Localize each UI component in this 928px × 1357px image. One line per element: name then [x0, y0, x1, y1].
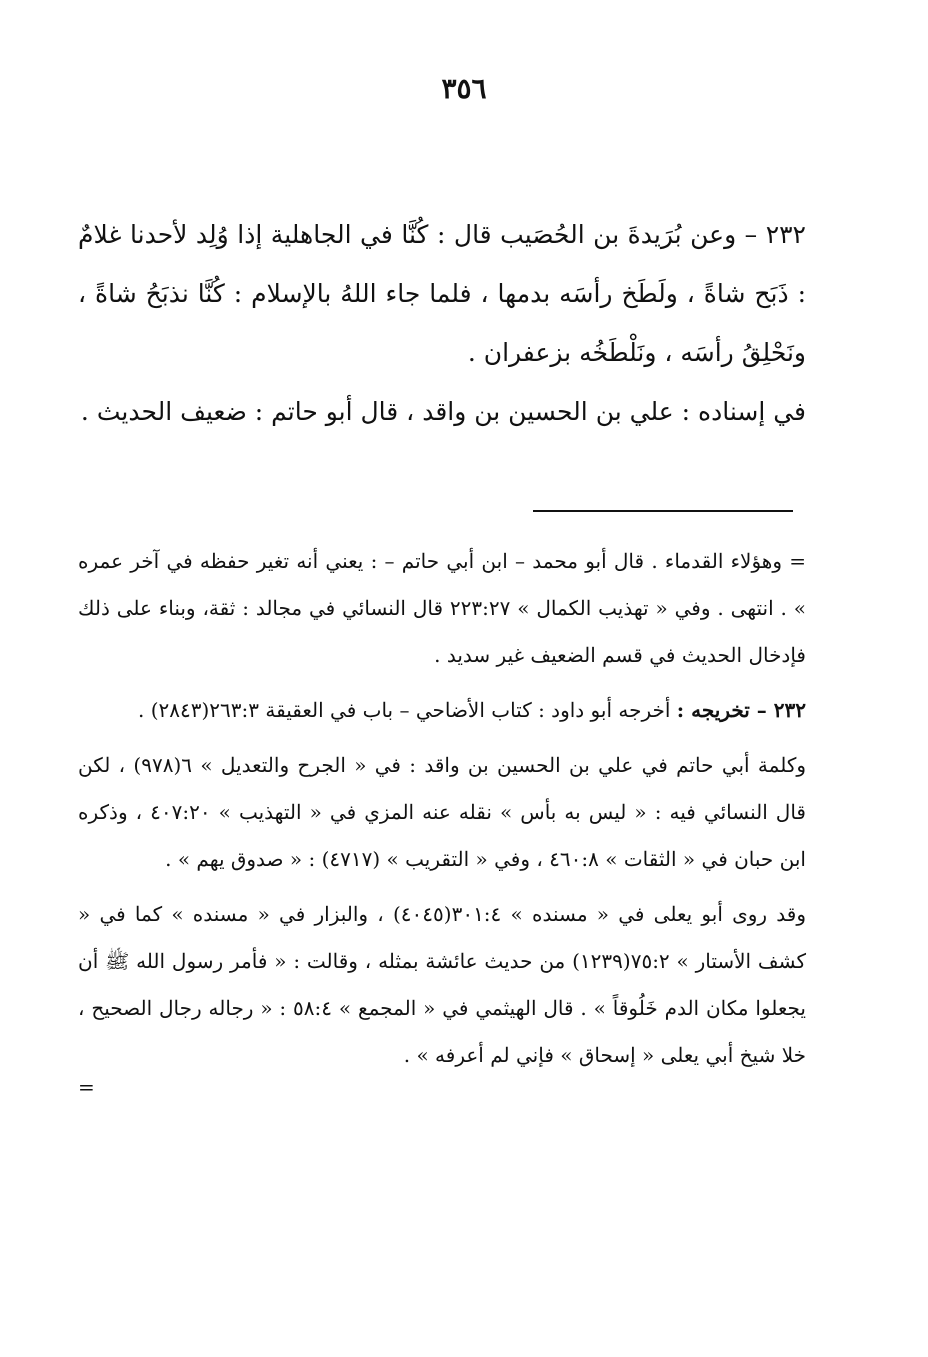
page-number: ٣٥٦ — [441, 72, 487, 105]
footnote-continuation: = وهؤلاء القدماء . قال أبو محمد – ابن أبي حاتم – : يعني أنه تغير حفظه في آخر عمره » . انتهى . وفي « تهذيب الكمال » ٢٢٣:٢٧ قال النسائي في مجالد : ثقة، وبناء على ذلك فإدخال الحديث في قسم الضعيف غير سديد . — [78, 549, 806, 667]
footnotes-section — [78, 538, 806, 1097]
footnote-takhrij — [78, 687, 806, 734]
hadith-section — [78, 205, 806, 441]
footnote-separator — [533, 510, 793, 512]
hadith-isnad-note: في إسناده : علي بن الحسين بن واقد ، قال أبو حاتم : ضعيف الحديث . — [80, 397, 806, 426]
continuation-mark: = — [78, 1075, 95, 1099]
footnote-abu-hatim: وكلمة أبي حاتم في علي بن الحسين بن واقد : في « الجرح والتعديل » ٦(٩٧٨) ، لكن قال النسائي فيه : « ليس به بأس » نقله عنه المزي في « التهذيب » ٤٠٧:٢٠ ، وذكره ابن حبان في « الثقات » ٤٦٠:٨ ، وفي « التقريب » (٤٧١٧) : « صدوق يهم » . — [78, 753, 806, 871]
takhrij-label: ٢٣٢ – تخريجه : — [676, 698, 806, 722]
takhrij-text: أخرجه أبو داود : كتاب الأضاحي – باب في العقيقة ٢٦٣:٣(٢٨٤٣) . — [137, 698, 671, 722]
hadith-text: ٢٣٢ – وعن بُرَيدةَ بن الحُصَيب قال : كُنَّا في الجاهلية إذا وُلِد لأحدنا غلامٌ : ذَبَح شاةً ، ولَطَخ رأسَه بدمها ، فلما جاء اللهُ بالإسلام : كُنَّا نذبَحُ شاةً ، ونَحْلِقُ رأسَه ، ونَلْطَخُه بزعفران . — [78, 220, 806, 367]
footnote-abu-yala: وقد روى أبو يعلى في « مسنده » ٣٠١:٤(٤٠٤٥) ، والبزار في « مسنده » كما في « كشف الأستار » ٧٥:٢(١٢٣٩) من حديث عائشة بمثله ، وقالت : « فأمر رسول الله ﷺ أن يجعلوا مكان الدم خَلُوقاً » . قال الهيثمي في « المجمع » ٥٨:٤ : « رجاله رجال الصحيح ، خلا شيخ أبي يعلى « إسحاق » فإني لم أعرفه » . — [78, 902, 807, 1067]
